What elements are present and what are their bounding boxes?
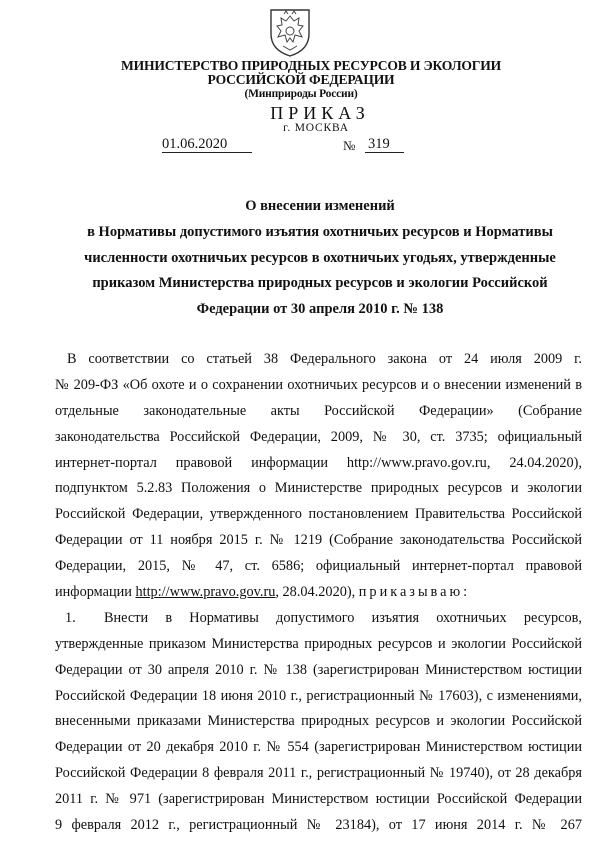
body-line	[55, 580, 582, 606]
item-number: 1.	[65, 609, 76, 626]
body-line: Российской Федерации, утвержденного постановлением Правительства Российской	[55, 506, 582, 523]
body-line: внесенными приказами Министерства природных ресурсов и экологии Российской	[55, 713, 582, 730]
body-text: Внести в Нормативы допустимого изъятия охотничьих ресурсов,	[104, 609, 582, 626]
body-line: отдельные законодательные акты Российской Федерации» (Собрание	[55, 402, 582, 419]
title-line: численности охотничьих ресурсов в охотничьих угодьях, утвержденные	[84, 249, 556, 266]
body-line: 2011 г. № 971 (зарегистрирован Министерством юстиции Российской Федерации	[55, 791, 582, 808]
ministry-header	[0, 59, 600, 101]
document-date: 01.06.2020	[162, 136, 252, 153]
document-type: ПРИКАЗ	[270, 103, 370, 123]
item-first-line	[55, 606, 582, 632]
pravo-gov-link[interactable]: http://www.pravo.gov.ru	[135, 584, 276, 601]
order-command: приказываю:	[358, 584, 471, 601]
document-title	[60, 194, 580, 323]
document-number-label: №	[343, 138, 356, 153]
body-line: Российской Федерации 18 июня 2010 г., регистрационный № 17603), с изменениями,	[55, 687, 582, 704]
body-line: законодательства Российской Федерации, 2009, № 30, ст. 3735; официальный	[55, 428, 582, 445]
title-line: Федерации от 30 апреля 2010 г. № 138	[196, 301, 444, 318]
body-text: , 28.04.2020),	[275, 584, 359, 601]
ministry-name-line1: МИНИСТЕРСТВО ПРИРОДНЫХ РЕСУРСОВ И ЭКОЛОГИИ	[121, 58, 501, 73]
document-city: г. МОСКВА	[283, 122, 349, 134]
body-line: Российской Федерации 8 февраля 2011 г., регистрационный № 19740), от 28 декабря	[55, 765, 582, 782]
body-line: Федерации от 20 декабря 2010 г. № 554 (зарегистрирован Министерством юстиции	[55, 739, 582, 756]
title-line: приказом Министерства природных ресурсов и экологии Российской	[92, 275, 548, 292]
body-line: В соответствии со статьей 38 Федерального закона от 24 июля 2009 г.	[67, 351, 582, 367]
body-line: Федерации от 11 ноября 2015 г. № 1219 (Собрание законодательства Российской	[55, 532, 582, 549]
body-line: подпунктом 5.2.83 Положения о Министерстве природных ресурсов и экологии	[55, 480, 582, 497]
title-line: в Нормативы допустимого изъятия охотничьих ресурсов и Нормативы	[87, 223, 553, 240]
body-line: 9 февраля 2012 г., регистрационный № 23184), от 17 июня 2014 г. № 267	[55, 817, 582, 834]
body-line: № 209-ФЗ «Об охоте и о сохранении охотничьих ресурсов и о внесении изменений в	[55, 376, 582, 393]
body-line: Федерации, 2015, № 47, ст. 6586; официальный интернет-портал правовой	[55, 558, 582, 575]
ministry-name-line2: РОССИЙСКОЙ ФЕДЕРАЦИИ	[207, 72, 395, 87]
ministry-short-name: (Минприроды России)	[244, 88, 358, 100]
body-line: утвержденные приказом Министерства природных ресурсов и экологии Российской	[55, 635, 582, 652]
document-body	[55, 347, 582, 839]
body-line: Федерации от 30 апреля 2010 г. № 138 (зарегистрирован Министерством юстиции	[55, 661, 582, 678]
body-text: информации	[55, 584, 136, 601]
title-line: О внесении изменений	[245, 198, 395, 214]
document-number: 319	[365, 136, 404, 153]
body-line: интернет-портал правовой информации http://www.pravo.gov.ru, 24.04.2020),	[55, 454, 582, 471]
coat-of-arms-icon	[265, 4, 315, 58]
